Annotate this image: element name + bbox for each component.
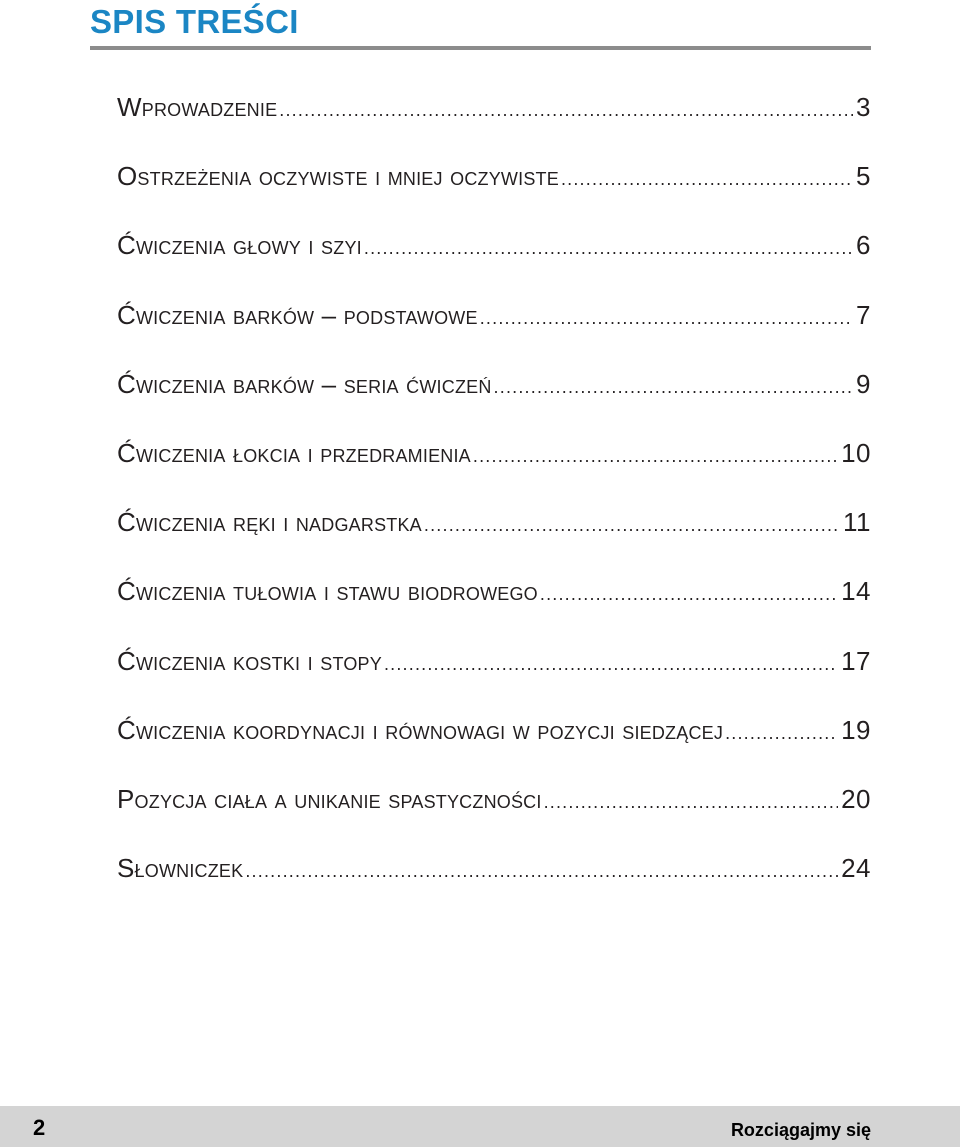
toc-entry-label: Ćwiczenia ręki i nadgarstka: [117, 507, 422, 538]
dot-leader: [279, 93, 853, 127]
dot-leader: [480, 301, 853, 335]
toc-entry-label: Ćwiczenia głowy i szyi: [117, 230, 362, 261]
dot-leader: [424, 508, 840, 542]
toc-entry-label: Ćwiczenia barków – seria ćwiczeń: [117, 368, 492, 399]
toc-entry-page: 6: [856, 230, 871, 261]
toc-entry-warnings[interactable]: [117, 149, 871, 218]
toc-entry-page: 17: [841, 645, 871, 676]
toc-entry-page: 10: [841, 437, 871, 468]
toc-entry-head-neck[interactable]: [117, 218, 871, 287]
footer-book-title: Rozciągajmy się: [730, 1120, 871, 1140]
toc-entry-label: Ćwiczenia łokcia i przedramienia: [117, 437, 471, 468]
toc-entry-page: 7: [856, 299, 871, 330]
toc-entry-label: Pozycja ciała a unikanie spastyczności: [117, 783, 542, 814]
toc-entry-page: 24: [841, 853, 871, 884]
dot-leader: [245, 854, 838, 888]
toc-entry-page: 14: [841, 576, 871, 607]
table-of-contents: [117, 80, 871, 910]
dot-leader: [494, 370, 853, 404]
page-footer: [0, 1106, 960, 1147]
toc-entry-body-position[interactable]: [117, 772, 871, 841]
dot-leader: [725, 716, 838, 750]
toc-entry-hand-wrist[interactable]: [117, 495, 871, 564]
toc-entry-label: Ćwiczenia koordynacji i równowagi w pozycji siedzącej: [117, 714, 724, 745]
toc-entry-elbow-forearm[interactable]: [117, 426, 871, 495]
toc-entry-label: Ćwiczenia kostki i stopy: [117, 645, 382, 676]
toc-entry-page: 19: [841, 714, 871, 745]
dot-leader: [473, 439, 838, 473]
toc-entry-introduction[interactable]: [117, 80, 871, 149]
toc-entry-page: 3: [856, 92, 871, 122]
toc-entry-shoulders-basic[interactable]: [117, 288, 871, 357]
toc-entry-page: 5: [856, 161, 871, 192]
toc-entry-ankle-foot[interactable]: [117, 634, 871, 703]
toc-entry-shoulders-series[interactable]: [117, 357, 871, 426]
toc-entry-glossary[interactable]: [117, 841, 871, 910]
toc-entry-page: 20: [841, 783, 871, 814]
page-title: SPIS TREŚCI: [90, 3, 299, 40]
dot-leader: [384, 647, 838, 681]
toc-entry-label: Słowniczek: [117, 853, 244, 884]
toc-entry-page: 11: [843, 507, 871, 538]
dot-leader: [540, 577, 838, 611]
toc-entry-label: Ostrzeżenia oczywiste i mniej oczywiste: [117, 161, 559, 192]
toc-entry-page: 9: [856, 368, 871, 399]
toc-entry-label: Ćwiczenia tułowia i stawu biodrowego: [117, 576, 538, 607]
toc-entry-label: Ćwiczenia barków – podstawowe: [117, 299, 478, 330]
toc-entry-trunk-hip[interactable]: [117, 564, 871, 633]
footer-page-number: 2: [33, 1115, 46, 1140]
toc-entry-label: Wprowadzenie: [117, 92, 278, 122]
toc-entry-coordination-balance[interactable]: [117, 703, 871, 772]
dot-leader: [561, 162, 853, 196]
dot-leader: [544, 785, 839, 819]
title-underline: [90, 46, 871, 50]
dot-leader: [364, 231, 853, 265]
